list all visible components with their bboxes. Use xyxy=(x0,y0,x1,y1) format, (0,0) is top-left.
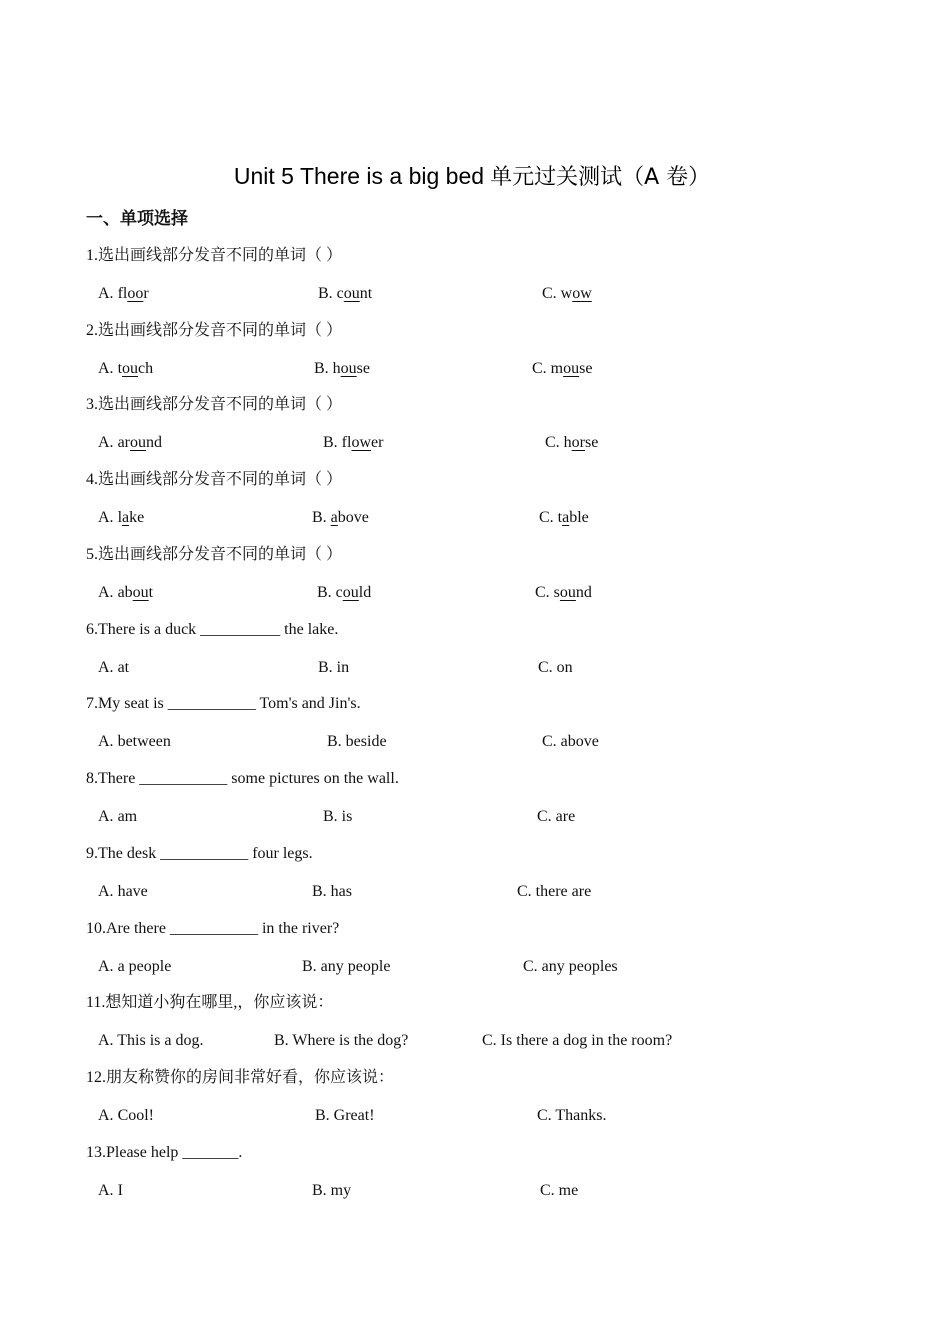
option-label: B. xyxy=(302,958,321,975)
question-7-text: 7.My seat is ___________ Tom's and Jin's. xyxy=(86,695,361,712)
question-13-option-a xyxy=(98,1179,123,1203)
question-7-options xyxy=(98,730,818,754)
option-label: A. xyxy=(98,733,118,750)
word-start: h xyxy=(332,360,341,377)
underlined-part: ou xyxy=(342,584,359,601)
word-start: w xyxy=(560,285,573,302)
option-label: B. xyxy=(327,733,346,750)
option-label: C. xyxy=(537,808,556,825)
option-label: A. xyxy=(98,360,118,377)
question-6-options xyxy=(98,656,818,680)
question-8-text: 8.There ___________ some pictures on the wall. xyxy=(86,770,399,787)
word-end: ch xyxy=(138,360,154,377)
question-11-option-a xyxy=(98,1029,203,1053)
underlined-part: a xyxy=(122,509,130,526)
question-11-text: 11.想知道小狗在哪里,，你应该说： xyxy=(86,994,334,1011)
option-label: B. xyxy=(312,509,331,526)
word-start: my xyxy=(330,1182,352,1199)
option-label: A. xyxy=(98,659,118,676)
question-13-option-c xyxy=(540,1179,578,1203)
word-start: c xyxy=(336,285,344,302)
word-start: ab xyxy=(117,584,133,601)
word-start: is xyxy=(341,808,353,825)
underlined-part: ou xyxy=(559,584,576,601)
question-12-option-c xyxy=(537,1104,607,1128)
option-label: A. xyxy=(98,285,118,302)
question-4-option-b xyxy=(312,506,369,530)
question-2-options xyxy=(98,357,818,381)
word-end: ld xyxy=(358,584,372,601)
option-label: C. xyxy=(535,584,554,601)
underlined-part: a xyxy=(562,509,570,526)
question-10-text: 10.Are there ___________ in the river? xyxy=(86,920,340,937)
word-end: er xyxy=(371,434,384,451)
question-13-option-b xyxy=(312,1179,351,1203)
question-11-option-c xyxy=(482,1029,672,1053)
word-end: se xyxy=(585,434,599,451)
question-1-option-b xyxy=(318,282,372,306)
word-end: ble xyxy=(569,509,589,526)
question-2-option-a xyxy=(98,357,153,381)
option-label: A. xyxy=(98,1032,118,1049)
question-2-option-c xyxy=(532,357,592,381)
word-start: in xyxy=(336,659,350,676)
word-start: between xyxy=(117,733,171,750)
question-6-option-b xyxy=(318,656,349,680)
word-end: t xyxy=(148,584,154,601)
word-end: se xyxy=(579,360,593,377)
question-13-text: 13.Please help _______. xyxy=(86,1144,243,1161)
option-label: C. xyxy=(523,958,542,975)
question-6-option-a xyxy=(98,656,129,680)
word-start: I xyxy=(117,1182,123,1199)
word-start: fl xyxy=(117,285,128,302)
option-label: C. xyxy=(482,1032,501,1049)
word-end: nd xyxy=(146,434,162,451)
question-3-option-b xyxy=(323,431,383,455)
question-10-options xyxy=(98,955,818,979)
word-start: t xyxy=(117,360,123,377)
question-10-option-a xyxy=(98,955,171,979)
option-label: B. xyxy=(314,360,333,377)
question-8-option-b xyxy=(323,805,352,829)
word-start: h xyxy=(563,434,572,451)
underlined-part: ow xyxy=(351,434,372,451)
option-label: C. xyxy=(539,509,558,526)
word-start: beside xyxy=(345,733,387,750)
underlined-part: ow xyxy=(572,285,592,302)
underlined-part: oo xyxy=(127,285,144,302)
question-13-options xyxy=(98,1179,818,1203)
word-start: any people xyxy=(320,958,391,975)
word-start: at xyxy=(117,659,130,676)
underlined-part: ou xyxy=(563,360,580,377)
word-start: Is there a dog in the room? xyxy=(500,1032,673,1049)
option-label: B. xyxy=(323,808,342,825)
option-label: A. xyxy=(98,1182,118,1199)
question-9-options xyxy=(98,880,818,904)
option-label: A. xyxy=(98,509,118,526)
word-end: nt xyxy=(359,285,373,302)
question-8-option-a xyxy=(98,805,137,829)
page-title xyxy=(0,158,944,196)
word-start: Where is the dog? xyxy=(292,1032,409,1049)
underlined-part: ou xyxy=(122,360,139,377)
option-label: A. xyxy=(98,1107,118,1124)
option-label: A. xyxy=(98,808,118,825)
question-9-option-c xyxy=(517,880,591,904)
word-end: nd xyxy=(575,584,592,601)
question-5-text: 5.选出画线部分发音不同的单词（ ） xyxy=(86,546,343,563)
word-start: fl xyxy=(341,434,352,451)
option-label: B. xyxy=(315,1107,334,1124)
question-4-option-a xyxy=(98,506,144,530)
question-3-text: 3.选出画线部分发音不同的单词（ ） xyxy=(86,396,343,413)
question-5-option-b xyxy=(317,581,371,605)
question-9-option-b xyxy=(312,880,352,904)
question-3-option-a xyxy=(98,431,162,455)
question-4-options xyxy=(98,506,818,530)
question-1-text: 1.选出画线部分发音不同的单词（ ） xyxy=(86,247,343,264)
word-start: ar xyxy=(117,434,130,451)
question-2-option-b xyxy=(314,357,370,381)
word-start: m xyxy=(550,360,564,377)
underlined-part: or xyxy=(571,434,585,451)
title-chinese: 单元过关测试（A 卷） xyxy=(490,165,711,190)
question-3-option-c xyxy=(545,431,598,455)
word-start: t xyxy=(557,509,563,526)
word-end: r xyxy=(143,285,149,302)
question-5-option-c xyxy=(535,581,592,605)
word-start: me xyxy=(558,1182,579,1199)
word-start: has xyxy=(330,883,352,900)
word-start: any peoples xyxy=(541,958,618,975)
underlined-part: a xyxy=(330,509,338,526)
question-12-text: 12.朋友称赞你的房间非常好看，你应该说： xyxy=(86,1069,395,1086)
question-9-option-a xyxy=(98,880,148,904)
word-start: c xyxy=(335,584,343,601)
question-1-option-c xyxy=(542,282,592,306)
question-4-text: 4.选出画线部分发音不同的单词（ ） xyxy=(86,471,343,488)
option-label: C. xyxy=(542,733,561,750)
option-label: A. xyxy=(98,958,118,975)
question-12-options xyxy=(98,1104,818,1128)
question-6-text: 6.There is a duck __________ the lake. xyxy=(86,621,339,638)
word-start: Cool! xyxy=(117,1107,155,1124)
option-label: B. xyxy=(274,1032,293,1049)
question-7-option-a xyxy=(98,730,171,754)
option-label: C. xyxy=(517,883,536,900)
question-3-options xyxy=(98,431,818,455)
word-end: bove xyxy=(337,509,369,526)
option-label: B. xyxy=(317,584,336,601)
question-1-options xyxy=(98,282,818,306)
word-start: on xyxy=(556,659,573,676)
question-10-option-b xyxy=(302,955,390,979)
option-label: A. xyxy=(98,434,118,451)
option-label: B. xyxy=(312,1182,331,1199)
word-start: have xyxy=(117,883,148,900)
word-start: l xyxy=(117,509,123,526)
option-label: C. xyxy=(542,285,561,302)
question-10-option-c xyxy=(523,955,618,979)
option-label: B. xyxy=(312,883,331,900)
question-7-option-c xyxy=(542,730,599,754)
option-label: A. xyxy=(98,883,118,900)
word-start: Thanks. xyxy=(555,1107,607,1124)
question-7-option-b xyxy=(327,730,387,754)
word-start: there are xyxy=(535,883,592,900)
title-english: Unit 5 There is a big bed xyxy=(233,163,485,189)
question-12-option-a xyxy=(98,1104,154,1128)
word-end: ke xyxy=(129,509,145,526)
question-11-options xyxy=(98,1029,818,1053)
question-11-option-b xyxy=(274,1029,408,1053)
word-start: s xyxy=(553,584,560,601)
underlined-part: ou xyxy=(343,285,360,302)
word-start: Great! xyxy=(333,1107,375,1124)
word-end: se xyxy=(356,360,370,377)
question-12-option-b xyxy=(315,1104,375,1128)
question-2-text: 2.选出画线部分发音不同的单词（ ） xyxy=(86,322,343,339)
option-label: C. xyxy=(537,1107,556,1124)
question-5-option-a xyxy=(98,581,153,605)
option-label: C. xyxy=(538,659,557,676)
question-6-option-c xyxy=(538,656,573,680)
underlined-part: ou xyxy=(130,434,146,451)
option-label: C. xyxy=(532,360,551,377)
word-start: are xyxy=(555,808,576,825)
word-start: a people xyxy=(117,958,172,975)
section-heading: 一、单项选择 xyxy=(86,209,188,229)
option-label: B. xyxy=(318,659,337,676)
option-label: B. xyxy=(323,434,342,451)
underlined-part: ou xyxy=(132,584,149,601)
question-1-option-a xyxy=(98,282,149,306)
word-start: This is a dog. xyxy=(117,1032,204,1049)
question-4-option-c xyxy=(539,506,589,530)
question-9-text: 9.The desk ___________ four legs. xyxy=(86,845,313,862)
option-label: A. xyxy=(98,584,118,601)
option-label: C. xyxy=(545,434,564,451)
question-8-option-c xyxy=(537,805,575,829)
word-start: am xyxy=(117,808,138,825)
question-5-options xyxy=(98,581,818,605)
question-8-options xyxy=(98,805,818,829)
option-label: B. xyxy=(318,285,337,302)
underlined-part: ou xyxy=(340,360,357,377)
word-start: above xyxy=(560,733,599,750)
option-label: C. xyxy=(540,1182,559,1199)
